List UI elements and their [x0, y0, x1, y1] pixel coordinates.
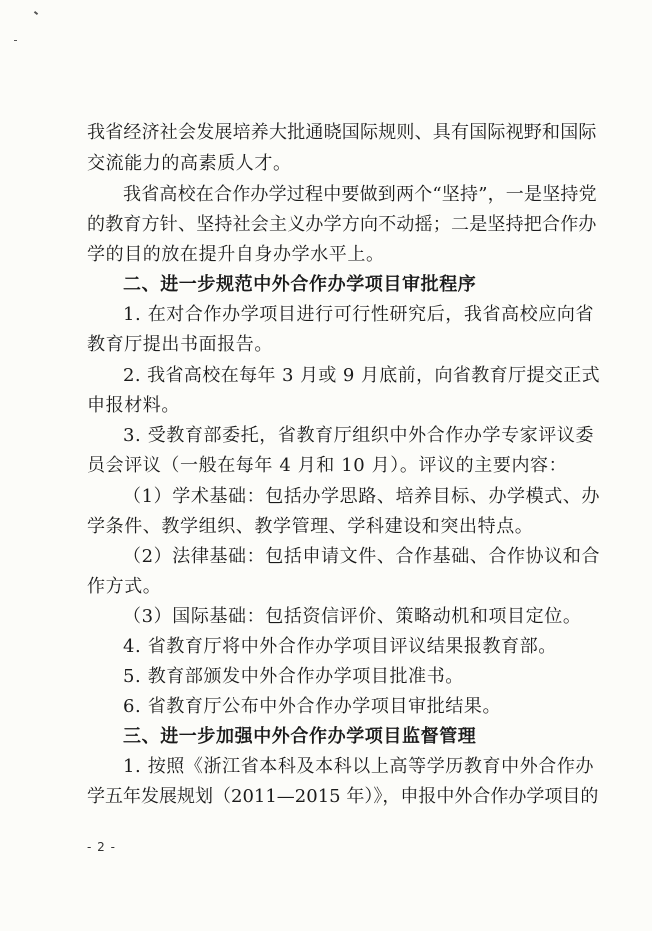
- body-line: 员会评议（一般在每年 4 月和 10 月）。评议的主要内容：: [87, 455, 568, 476]
- body-line: 作方式。: [87, 576, 162, 597]
- body-line: 4. 省教育厅将中外合作办学项目评议结果报教育部。: [123, 636, 557, 657]
- body-line: 我省高校在合作办学过程中要做到两个“坚持”，一是坚持党: [123, 184, 597, 205]
- body-line: （1）学术基础：包括办学思路、培养目标、办学模式、办: [123, 486, 601, 507]
- body-line: 我省经济社会发展培养大批通晓国际规则、具有国际视野和国际: [87, 122, 597, 143]
- body-line: 的教育方针、坚持社会主义办学方向不动摇；二是坚持把合作办: [87, 214, 597, 235]
- body-line: （3）国际基础：包括资信评价、策略动机和项目定位。: [123, 606, 582, 627]
- body-line: 学的目的放在提升自身办学水平上。: [87, 244, 385, 265]
- body-line: 申报材料。: [87, 395, 180, 416]
- body-line: 交流能力的高素质人才。: [87, 153, 292, 174]
- section-heading: 三、进一步加强中外合作办学项目监督管理: [123, 726, 477, 747]
- scan-mark: [34, 11, 38, 15]
- body-line: 1. 在对合作办学项目进行可行性研究后，我省高校应向省: [123, 304, 595, 325]
- body-line: 2. 我省高校在每年 3 月或 9 月底前，向省教育厅提交正式: [123, 365, 601, 386]
- scan-mark: [14, 40, 17, 41]
- body-line: 3. 受教育部委托，省教育厅组织中外合作办学专家评议委: [123, 425, 595, 446]
- body-line: 教育厅提出书面报告。: [87, 334, 273, 355]
- body-line: 学五年发展规划（2011—2015 年）》，申报中外合作办学项目的: [87, 786, 599, 807]
- body-line: 6. 省教育厅公布中外合作办学项目审批结果。: [123, 696, 502, 717]
- page-number: - 2 -: [87, 840, 116, 854]
- section-heading: 二、进一步规范中外合作办学项目审批程序: [123, 274, 477, 295]
- body-line: （2）法律基础：包括申请文件、合作基础、合作协议和合: [123, 546, 601, 567]
- body-line: 5. 教育部颁发中外合作办学项目批准书。: [123, 666, 464, 687]
- body-line: 1. 按照《浙江省本科及本科以上高等学历教育中外合作办: [123, 756, 595, 777]
- body-line: 学条件、教学组织、教学管理、学科建设和突出特点。: [87, 516, 534, 537]
